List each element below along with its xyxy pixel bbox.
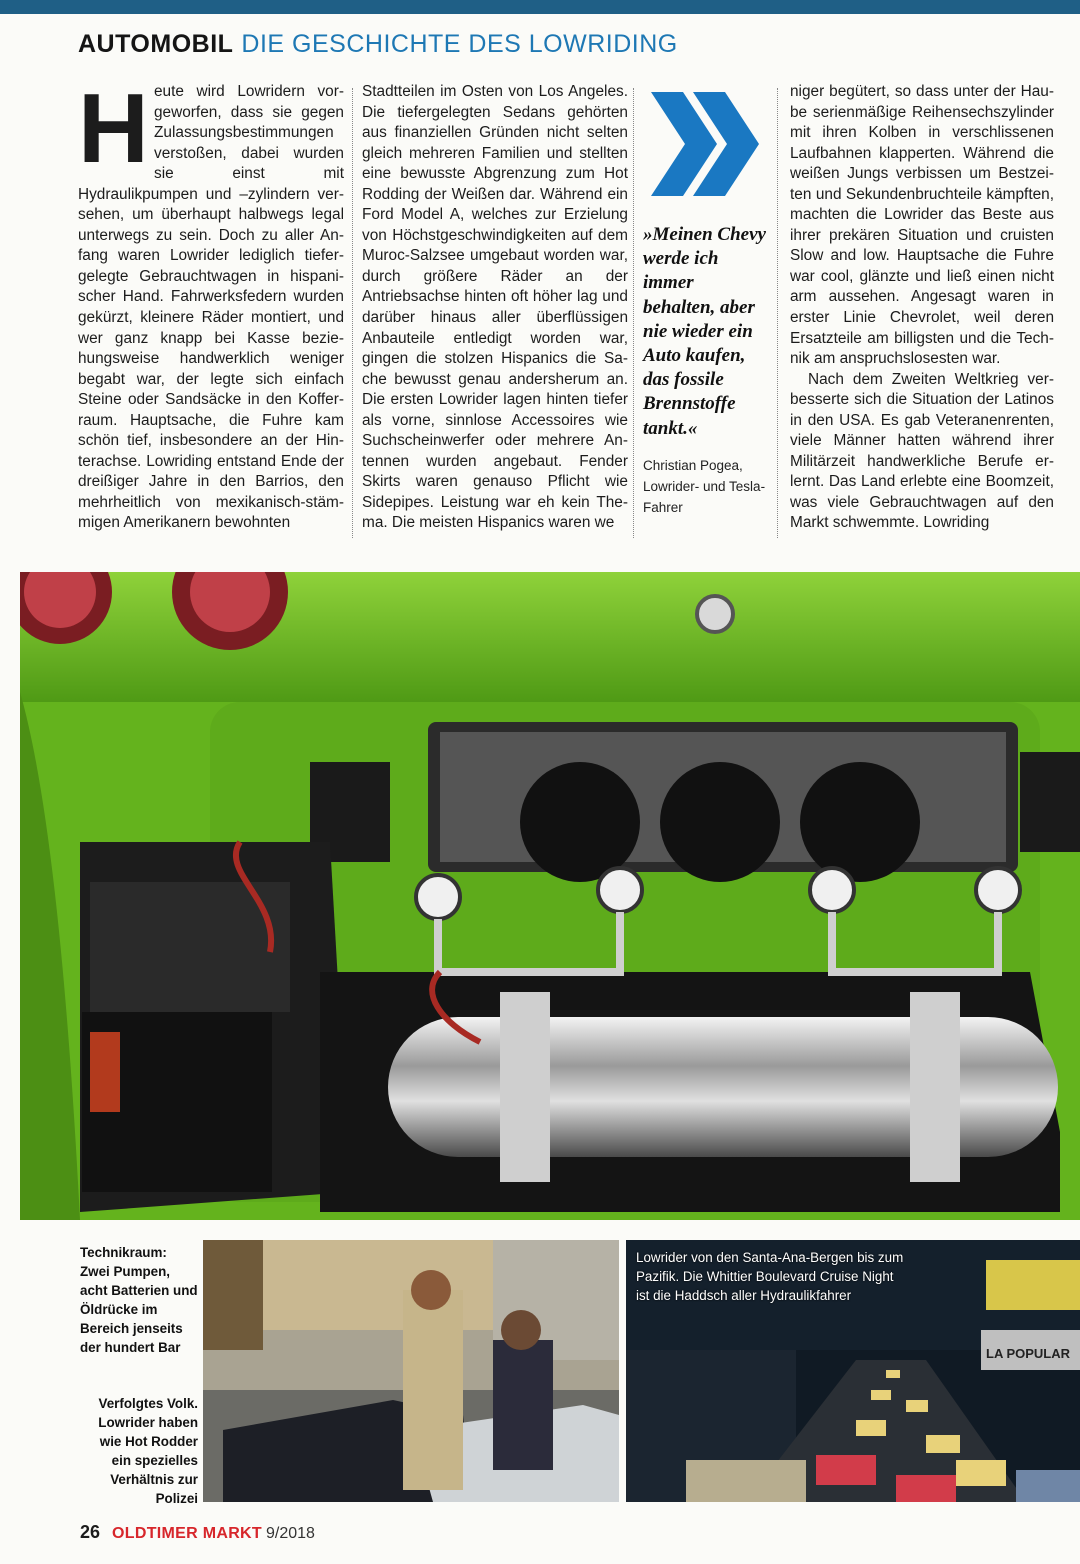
hero-photo-trunk <box>20 572 1080 1220</box>
column-1-text: eute wird Lowridern vorgeworfen, dass sie gegen Zulassungsbestimmungen verstoßen, dabei wurden sie einst mit Hydraulikpumpen und –zylindern versehen, um überhaupt halbwegs legal unterwegs zu sein. Doch zu aller Anfang waren Lowrider lediglich tiefergelegte Gebrauchtwagen in hispanischer Hand. Fahrwerksfedern wurden gekürzt, kleinere Räder montiert, und wer ganz knapp bei Kasse beziehungsweise handwerklich weniger begabt war, der legte sich einfach Steine oder Sandsäcke in den Kofferraum. Hauptsache, die Fuhre kam schön tief, insbesondere an der Hinterachse. Lowriding entstand Ende der dreißiger Jahre in den Barrios, den mehrheitlich von mexikanisch-stämmigen Amerikanern bewohnten <box>78 83 344 532</box>
la-popular-sign: LA POPULAR <box>986 1346 1071 1361</box>
photo-police-scene <box>203 1240 619 1502</box>
section-kicker: AUTOMOBIL <box>78 30 234 58</box>
magazine-name: OLDTIMER MARKT <box>112 1525 262 1542</box>
text-column-2 <box>362 82 628 540</box>
quote-chevron-icon <box>643 88 763 200</box>
caption-verfolgtes-volk: Verfolgtes Volk. Lowrider haben wie Hot Rodder ein spezielles Verhältnis zur Polizei <box>98 1396 198 1506</box>
column-4-paragraph-1: niger begütert, so dass unter der Haube serienmäßige Reihensechszylinder mit ihren Kolben in verschlissenen Laufbahnen klapperten. Während die weißen Jungs verbissen um Bestzeiten und Sekundenbruchteile kämpften, machten die Lowrider das Beste aus ihrer prekären Situation und cruisten Slow and low. Hauptsache die Fuhre war cool, glänzte und ließ einen nicht arm aussehen. Angesagt waren in erster Linie Chevrolet, weil deren Ersatzteile am billigsten und die Technik am anspruchslosesten war. <box>790 83 1054 368</box>
section-header <box>78 30 678 59</box>
column-rule <box>352 88 353 538</box>
page-number: 26 <box>80 1522 101 1542</box>
pull-quote <box>643 88 768 518</box>
page-footer <box>80 1522 315 1543</box>
column-2-text: Stadtteilen im Osten von Los Angeles. Die tiefergelegten Sedans gehörten aus finanziellen Gründen nicht selten gleich mehreren Familien und stellten eine bewusste Abgrenzung zum Hot Rodding der Weißen dar. Während ein Ford Model A, welches zur Erzielung von Höchstgeschwindigkeiten auf dem Muroc-Salzsee umgebaut worden war, durch größere Räder an der Antriebsachse hinten oft höher lag und darüber hinaus aller überflüssigen Anbauteile entledigt worden war, gingen die stolzen Hispanics die Sache bewusst genau andersherum an. Die ersten Lowrider lagen hinten tiefer als vorne, sinnlose Accessoires wie Suchscheinwerfer oder mehrere Antennen wurden angebaut. Fender Skirts waren genauso Pflicht wie Sidepipes. Leistung war eh kein Thema. Die meisten Hispanics waren we <box>362 83 628 532</box>
top-color-bar <box>0 0 1080 14</box>
pull-quote-text: »Meinen Chevy werde ich immer behalten, aber nie wieder ein Auto kaufen, das fossile Brennstoffe tankt.« <box>643 224 766 439</box>
column-4-paragraph-2: Nach dem Zweiten Weltkrieg verbesserte sich die Situation der Latinos in den USA. Es gab Veteranenrenten, viele Männer hatten während ihrer Militärzeit handwerkliche Berufe erlernt. Das Land erlebte eine Boomzeit, was viele Gebrauchtwagen auf den Markt schwemmte. Lowriding <box>790 370 1054 532</box>
column-rule <box>777 88 778 538</box>
text-column-1 <box>78 82 344 540</box>
caption-cruise-night: Lowrider von den Santa-Ana-Bergen bis zum Pazifik. Die Whittier Boulevard Cruise Night ist die Haddsch aller Hydraulikfahrer <box>636 1250 904 1303</box>
caption-technikraum: Technikraum: Zwei Pumpen, acht Batterien und Öldrücke im Bereich jenseits der hundert Bar <box>80 1245 198 1355</box>
pull-quote-author: Christian Pogea, Lowrider- und Tesla-Fahrer <box>643 457 766 515</box>
column-rule <box>633 88 634 538</box>
drop-cap: H <box>78 82 149 183</box>
text-column-4 <box>790 82 1054 540</box>
police-scene-image <box>203 1240 619 1502</box>
issue-number: 9/2018 <box>266 1525 315 1542</box>
hydraulics-trunk-image <box>20 572 1080 1220</box>
article-title: DIE GESCHICHTE DES LOWRIDING <box>241 30 678 58</box>
